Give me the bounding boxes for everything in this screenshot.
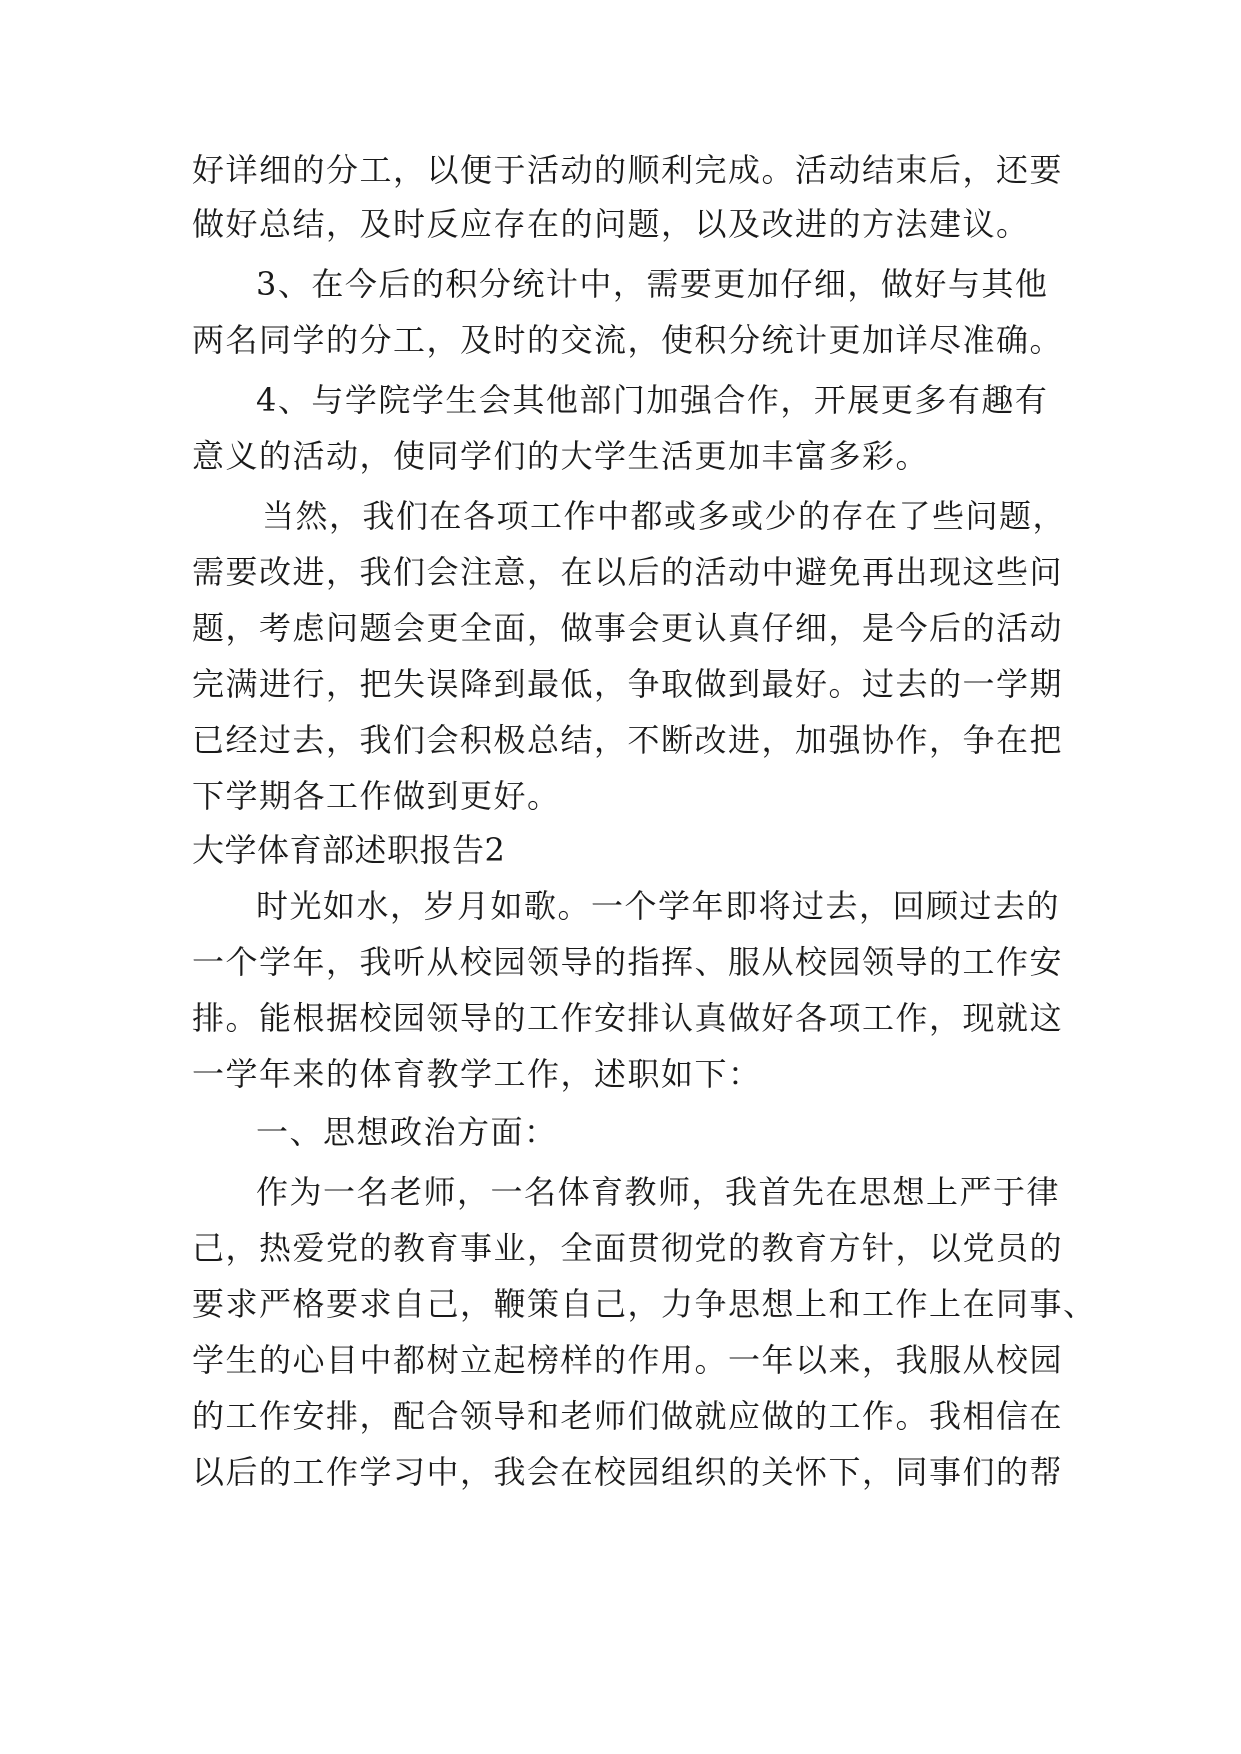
text-line: 需要改进，我们会注意，在以后的活动中避免再出现这些问 (192, 553, 1064, 591)
text-line: 好详细的分工，以便于活动的顺利完成。活动结束后，还要 (192, 151, 1064, 189)
list-item-3: 3、在今后的积分统计中，需要更加仔细，做好与其他 (256, 265, 1049, 303)
text-line: 以后的工作学习中，我会在校园组织的关怀下，同事们的帮 (192, 1453, 1064, 1491)
subheading: 一、思想政治方面： (256, 1113, 558, 1151)
text-line: 题，考虑问题会更全面，做事会更认真仔细，是今后的活动 (192, 609, 1064, 647)
text-line: 两名同学的分工，及时的交流，使积分统计更加详尽准确。 (192, 321, 1064, 359)
text-line: 一学年来的体育教学工作，述职如下： (192, 1055, 762, 1093)
text-line: 已经过去，我们会积极总结，不断改进，加强协作，争在把 (192, 721, 1064, 759)
text-line: 排。能根据校园领导的工作安排认真做好各项工作，现就这 (192, 999, 1064, 1037)
paragraph-start: 时光如水，岁月如歌。一个学年即将过去，回顾过去的 (256, 887, 1061, 925)
text-line: 要求严格要求自己，鞭策自己，力争思想上和工作上在同事、 (192, 1285, 1097, 1323)
text-line: 一个学年，我听从校园领导的指挥、服从校园领导的工作安 (192, 943, 1064, 981)
text-line: 完满进行，把失误降到最低，争取做到最好。过去的一学期 (192, 665, 1064, 703)
text-line: 己，热爱党的教育事业，全面贯彻党的教育方针，以党员的 (192, 1229, 1064, 1267)
paragraph-start: 当然，我们在各项工作中都或多或少的存在了些问题， (262, 497, 1067, 535)
list-item-4: 4、与学院学生会其他部门加强合作，开展更多有趣有 (256, 381, 1049, 419)
paragraph-start: 作为一名老师，一名体育教师，我首先在思想上严于律 (256, 1173, 1061, 1211)
text-line: 的工作安排，配合领导和老师们做就应做的工作。我相信在 (192, 1397, 1064, 1435)
text-line: 学生的心目中都树立起榜样的作用。一年以来，我服从校园 (192, 1341, 1064, 1379)
section-heading: 大学体育部述职报告2 (192, 831, 506, 869)
text-line: 下学期各工作做到更好。 (192, 777, 561, 815)
text-line: 意义的活动，使同学们的大学生活更加丰富多彩。 (192, 437, 930, 475)
text-line: 做好总结，及时反应存在的问题，以及改进的方法建议。 (192, 205, 1030, 243)
